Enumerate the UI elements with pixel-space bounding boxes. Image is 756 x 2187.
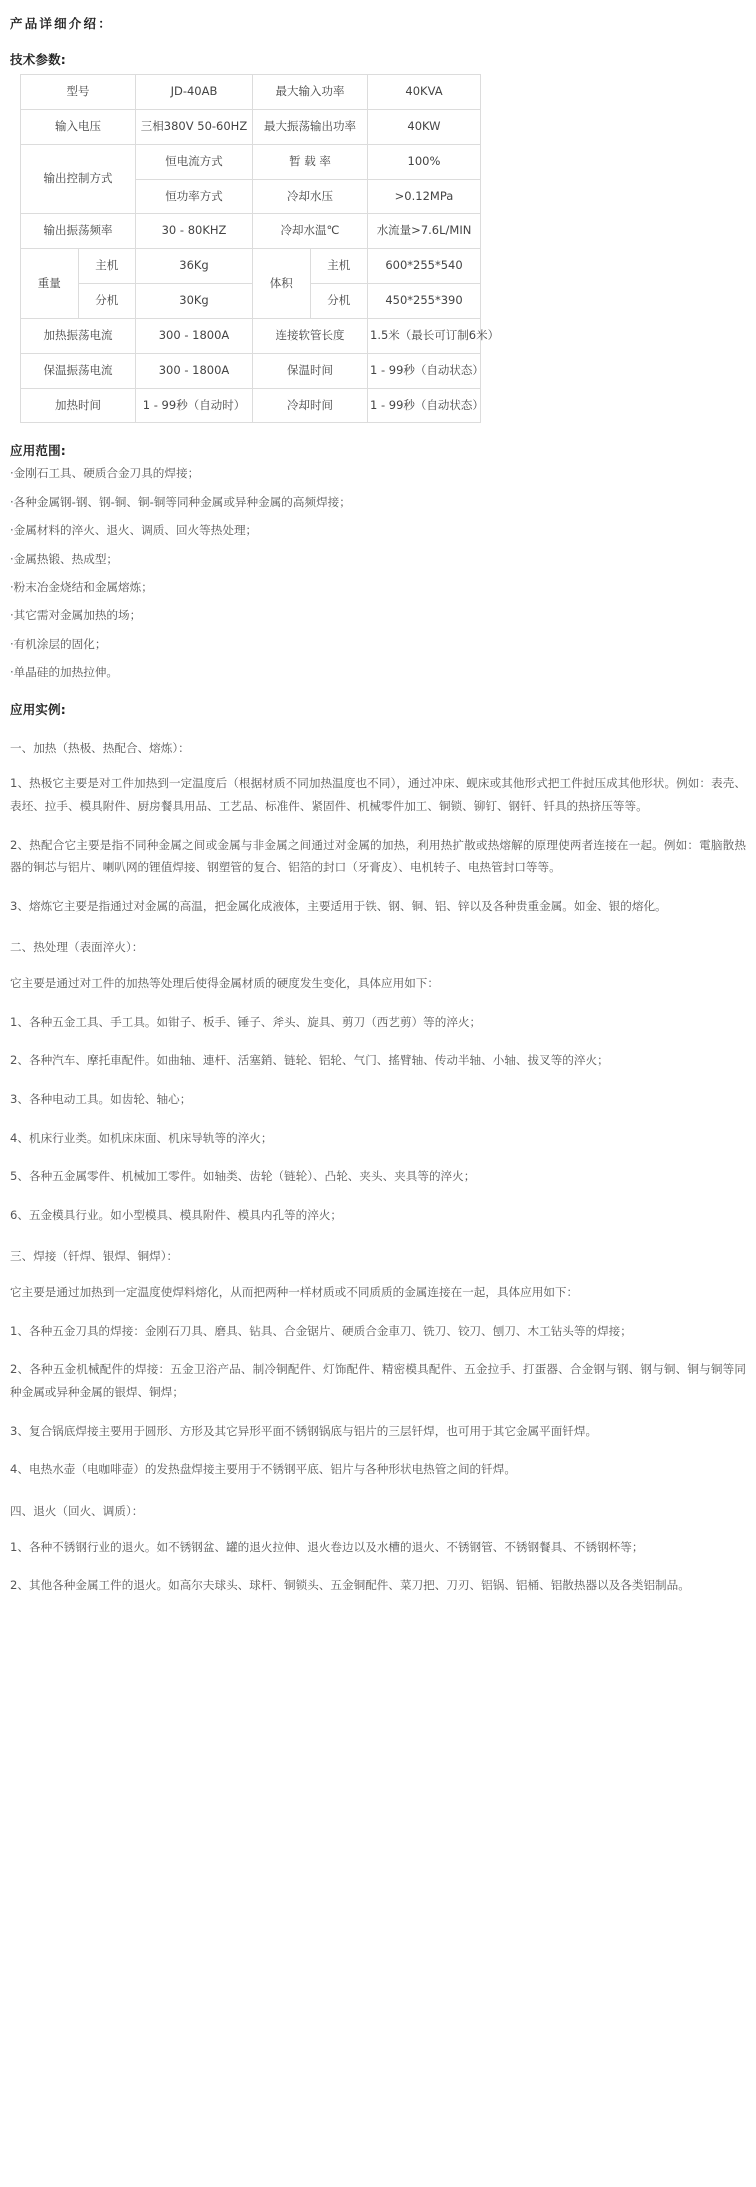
table-row <box>21 318 481 353</box>
table-cell: 40KVA <box>368 75 481 110</box>
table-cell: 40KW <box>368 109 481 144</box>
examples-heading: 应用实例: <box>10 701 66 717</box>
table-row <box>21 284 481 319</box>
paragraph: 4、电热水壶（电咖啡壶）的发热盘焊接主要用于不锈钢平底、铝片与各种形状电热管之间的钎焊。 <box>10 1462 516 1477</box>
table-cell: 输出控制方式 <box>21 144 136 214</box>
table-cell: 三相380V 50-60HZ <box>136 109 253 144</box>
paragraph: 1、各种五金工具、手工具。如钳子、板手、锤子、斧头、旋具、剪刀（西艺剪）等的淬火； <box>10 1014 482 1029</box>
table-cell: >0.12MPa <box>368 179 481 214</box>
paragraph: 4、机床行业类。如机床床面、机床导轨等的淬火； <box>10 1130 273 1145</box>
table-cell: 输出振荡频率 <box>21 214 136 249</box>
table-cell: 300 - 1800A <box>136 318 253 353</box>
table-cell: 主机 <box>78 249 136 284</box>
paragraph: 3、熔炼它主要是指通过对金属的高温，把金属化成液体，主要适用于铁、钢、铜、铝、锌以及各种贵重金属。如金、银的熔化。 <box>10 898 667 913</box>
table-cell: 加热时间 <box>21 388 136 423</box>
table-row <box>21 144 481 179</box>
table-cell: 保温振荡电流 <box>21 353 136 388</box>
table-cell: 1 - 99秒（自动时） <box>136 388 253 423</box>
table-cell: JD-40AB <box>136 75 253 110</box>
table-cell: 100% <box>368 144 481 179</box>
table-cell: 重量 <box>21 249 79 319</box>
table-cell: 恒电流方式 <box>136 144 253 179</box>
table-cell: 主机 <box>310 249 368 284</box>
table-cell: 分机 <box>78 284 136 319</box>
paragraph: 2、热配合它主要是指不同种金属之间或金属与非金属之间通过对金属的加热，利用热扩散或热熔解的原理使两者连接在一起。例如：電脑散热器的铜芯与铝片、喇叭网的锂值焊接、钢塑管的复合、铝箔的封口（牙膏皮）、电机转子、电热管封口等等。 <box>10 837 746 875</box>
paragraph: 1、各种不锈钢行业的退火。如不锈钢盆、罐的退火拉伸、退火卷边以及水槽的退火、不锈钢管、不锈钢餐具、不锈钢杯等； <box>10 1539 644 1554</box>
table-cell: 体积 <box>253 249 311 319</box>
list-item: ·粉末冶金烧结和金属熔炼； <box>10 580 153 594</box>
spec-table-wrapper <box>0 74 756 423</box>
paragraph: 6、五金模具行业。如小型模具、模具附件、模具内孔等的淬火； <box>10 1207 343 1222</box>
example-group-heading-3: 三、焊接（钎焊、银焊、铜焊）： <box>10 1249 179 1264</box>
example-group-body-3 <box>0 1320 756 1481</box>
table-row <box>21 214 481 249</box>
list-item: ·单晶硅的加热拉伸。 <box>10 665 119 680</box>
spec-heading: 技术参数: <box>10 52 66 67</box>
table-cell: 最大输入功率 <box>253 75 368 110</box>
table-cell: 最大振荡输出功率 <box>253 109 368 144</box>
paragraph: 2、各种五金机械配件的焊接：五金卫浴产品、制冷铜配件、灯饰配件、精密模具配件、五金拉手、打蛋器、合金钢与钢、钢与铜、铜与铜等同种金属或异种金属的银焊、铜焊； <box>10 1362 746 1400</box>
paragraph: 5、各种五金属零件、机械加工零件。如轴类、齿轮（链轮）、凸轮、夹头、夹具等的淬火； <box>10 1169 476 1184</box>
table-cell: 型号 <box>21 75 136 110</box>
table-row <box>21 75 481 110</box>
table-cell: 分机 <box>310 284 368 319</box>
example-group-heading-4: 四、退火（回火、调质）： <box>10 1503 144 1518</box>
page-title: 产品详细介绍： <box>10 16 113 31</box>
scope-heading: 应用范围: <box>10 443 66 459</box>
technical-parameters-table <box>20 74 500 423</box>
table-cell: 暂 载 率 <box>253 144 368 179</box>
application-scope-list <box>0 465 756 681</box>
example-group-body-2 <box>0 1011 756 1227</box>
table-cell: 冷却时间 <box>253 388 368 423</box>
list-item: ·各种金属钢-钢、钢-铜、铜-铜等同种金属或异种金属的高频焊接； <box>10 494 351 509</box>
example-group-body-1 <box>0 772 756 917</box>
table-cell: 36Kg <box>136 249 253 284</box>
table-row <box>21 249 481 284</box>
table-cell: 连接软管长度 <box>253 318 368 353</box>
paragraph: 2、各种汽车、摩托車配件。如曲轴、連杆、活塞銷、链轮、铝轮、气门、搖臂轴、传动半轴、小轴、拔叉等的淬火； <box>10 1053 609 1068</box>
table-cell: 30 - 80KHZ <box>136 214 253 249</box>
paragraph: 3、复合锅底焊接主要用于圆形、方形及其它异形平面不锈钢锅底与铝片的三层钎焊，也可用于其它金属平面钎焊。 <box>10 1423 598 1438</box>
table-cell: 加热振荡电流 <box>21 318 136 353</box>
table-cell: 600*255*540 <box>368 249 481 284</box>
table-cell: 保温时间 <box>253 353 368 388</box>
table-cell: 1 - 99秒（自动状态） <box>368 353 481 388</box>
table-cell: 300 - 1800A <box>136 353 253 388</box>
table-row <box>21 109 481 144</box>
example-group-heading-2: 二、热处理（表面淬火）： <box>10 940 144 955</box>
table-cell: 30Kg <box>136 284 253 319</box>
table-cell: 1 - 99秒（自动状态） <box>368 388 481 423</box>
paragraph: 2、其他各种金属工件的退火。如高尔夫球头、球杆、铜锁头、五金铜配件、菜刀把、刀刃、铝锅、铝桶、铝散热器以及各类铝制品。 <box>10 1578 690 1593</box>
list-item: ·金刚石工具、硬质合金刀具的焊接； <box>10 466 200 481</box>
paragraph: 1、各种五金刀具的焊接：金刚石刀具、磨具、钻具、合金锯片、硬质合金車刀、铣刀、铰刀、刨刀、木工钻头等的焊接； <box>10 1323 632 1338</box>
table-cell: 冷却水温℃ <box>253 214 368 249</box>
table-cell: 1.5米（最长可订制6米） <box>368 318 481 353</box>
table-row <box>21 353 481 388</box>
example-group-lead-2: 它主要是通过对工件的加热等处理后使得金属材质的硬度发生变化，具体应用如下： <box>10 976 439 991</box>
example-group-heading-1: 一、加热（热极、热配合、熔炼）： <box>10 740 190 755</box>
list-item: ·有机涂层的固化； <box>10 636 107 651</box>
table-cell: 恒功率方式 <box>136 179 253 214</box>
list-item: ·金属材料的淬火、退火、调质、回火等热处理； <box>10 523 258 538</box>
table-cell: 输入电压 <box>21 109 136 144</box>
list-item: ·其它需对金属加热的场； <box>10 608 142 623</box>
table-cell: 水流量>7.6L/MIN <box>368 214 481 249</box>
paragraph: 3、各种电动工具。如齿轮、轴心； <box>10 1092 192 1107</box>
table-cell: 450*255*390 <box>368 284 481 319</box>
list-item: ·金属热锻、热成型； <box>10 551 119 566</box>
example-group-body-4 <box>0 1536 756 1597</box>
paragraph: 1、热极它主要是对工件加热到一定温度后（根据材质不同加热温度也不同），通过冲床、蚬床或其他形式把工件挝压成其他形状。例如：表壳、表坯、拉手、模具附件、厨房餐具用品、工艺品、标准件、紧固件、机械零件加工、铜锁、铆钉、钢钎、钎具的热挤压等等。 <box>10 776 746 814</box>
table-row <box>21 388 481 423</box>
example-group-lead-3: 它主要是通过加热到一定温度使焊料熔化，从而把两种一样材质或不同质质的金属连接在一起，具体应用如下： <box>10 1285 579 1300</box>
table-cell: 冷却水压 <box>253 179 368 214</box>
